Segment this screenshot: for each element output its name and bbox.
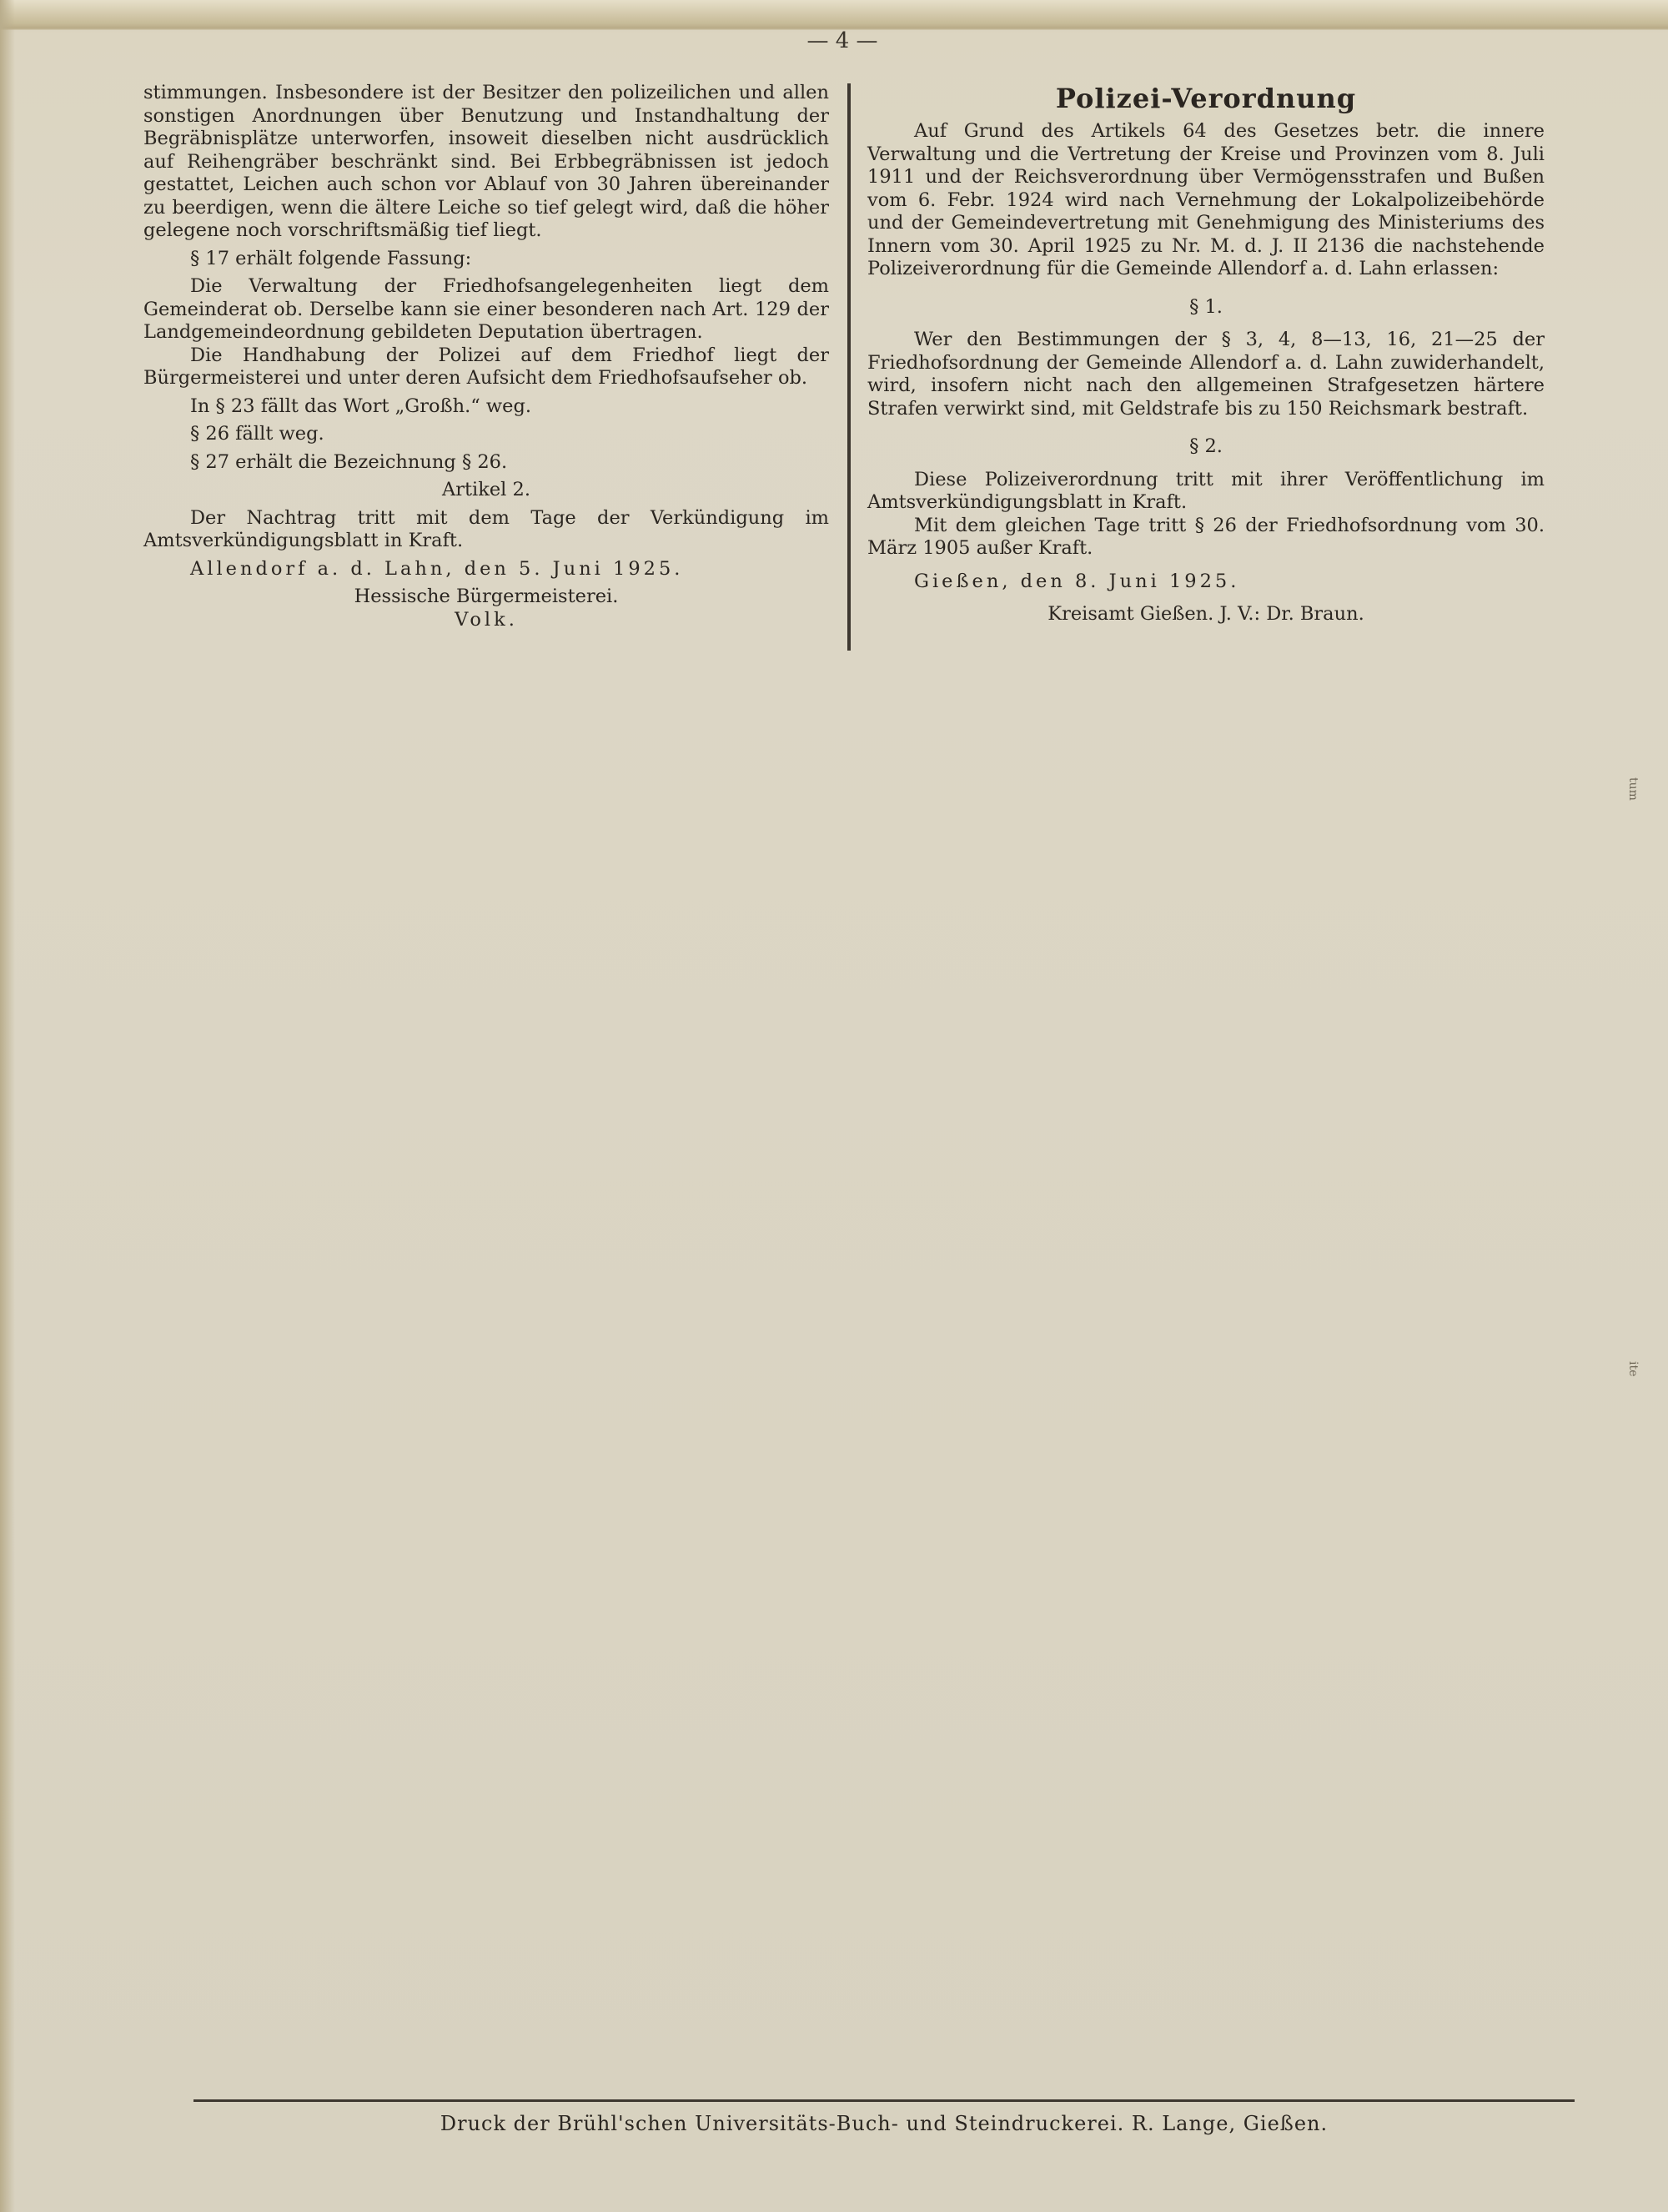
paragraph: Mit dem gleichen Tage tritt § 26 der Friedhofsordnung vom 30. März 1905 außer Kraft.: [867, 514, 1545, 559]
paragraph: § 17 erhält folgende Fassung:: [190, 247, 472, 269]
page-number: — 4 —: [806, 28, 878, 53]
paragraph: Die Handhabung der Polizei auf dem Friedhof liegt der Bürgermeisterei und unter deren Aufsicht dem Friedhofsaufseher ob.: [143, 344, 829, 389]
margin-note: ite: [1626, 1361, 1640, 1377]
section-title: Polizei-Verordnung: [1055, 83, 1357, 114]
printer-imprint: Druck der Brühl'schen Universitäts-Buch- und Steindruckerei. R. Lange, Gießen.: [440, 2112, 1329, 2135]
paragraph: In § 23 fällt das Wort „Großh.“ weg.: [190, 395, 532, 417]
signature-name: Volk.: [455, 608, 518, 631]
left-column: [143, 82, 829, 631]
paragraph: Der Nachtrag tritt mit dem Tage der Verkündigung im Amtsverkündigungsblatt in Kraft.: [143, 506, 829, 551]
paragraph: stimmungen. Insbesondere ist der Besitzer den polizeilichen und allen sonstigen Anordnungen über Benutzung und Instandhaltung der Begräbnisplätze unterworfen, insoweit dieselben nicht ausdrücklich auf Reihengräber beschränkt sind. Bei Erbbegräbnissen ist jedoch gestattet, Leichen auch schon vor Ablauf von 30 Jahren übereinander zu beerdigen, wenn die ältere Leiche so tief gelegt wird, daß die höher gelegene noch vorschriftsmäßig tief liegt.: [143, 82, 829, 241]
paragraph: § 26 fällt weg.: [190, 423, 324, 445]
paragraph: Wer den Bestimmungen der § 3, 4, 8—13, 16, 21—25 der Friedhofsordnung der Gemeinde Allendorf a. d. Lahn zuwiderhandelt, wird, insofern nicht nach den allgemeinen Strafgesetzen härtere Strafen verwirkt sind, mit Geldstrafe bis zu 150 Reichsmark bestraft.: [867, 329, 1545, 420]
date-line: Gießen, den 8. Juni 1925.: [914, 570, 1240, 592]
column-divider: [847, 83, 851, 651]
page-edge-shadow: [0, 0, 15, 2212]
section-number: § 2.: [1189, 435, 1223, 457]
paragraph: Auf Grund des Artikels 64 des Gesetzes betr. die innere Verwaltung und die Vertretung der Kreise und Provinzen vom 8. Juli 1911 und der Reichsverordnung über Vermögensstrafen und Bußen vom 6. Febr. 1924 wird nach Vernehmung der Lokalpolizeibehörde und der Gemeindevertretung mit Genehmigung des Ministeriums des Innern vom 30. April 1925 zu Nr. M. d. J. II 2136 die nachstehende Polizeiverordnung für die Gemeinde Allendorf a. d. Lahn erlassen:: [867, 120, 1545, 279]
paragraph: § 27 erhält die Bezeichnung § 26.: [190, 450, 508, 473]
article-heading: Artikel 2.: [441, 479, 530, 500]
margin-note: tum: [1626, 777, 1640, 801]
date-line: Allendorf a. d. Lahn, den 5. Juni 1925.: [190, 557, 684, 580]
page-top-fold: [0, 0, 1668, 30]
footer-rule: [193, 2099, 1575, 2102]
paragraph: Die Verwaltung der Friedhofsangelegenheiten liegt dem Gemeinderat ob. Derselbe kann sie einer besonderen nach Art. 129 der Landgemeindeordnung gebildeten Deputation übertragen.: [143, 275, 829, 343]
section-number: § 1.: [1189, 295, 1223, 318]
paragraph: Diese Polizeiverordnung tritt mit ihrer Veröffentlichung im Amtsverkündigungsblatt in Kraft.: [867, 468, 1545, 513]
signature-authority: Hessische Bürgermeisterei.: [354, 586, 619, 607]
right-column: [867, 82, 1545, 626]
signature-line: Kreisamt Gießen. J. V.: Dr. Braun.: [1048, 603, 1364, 625]
